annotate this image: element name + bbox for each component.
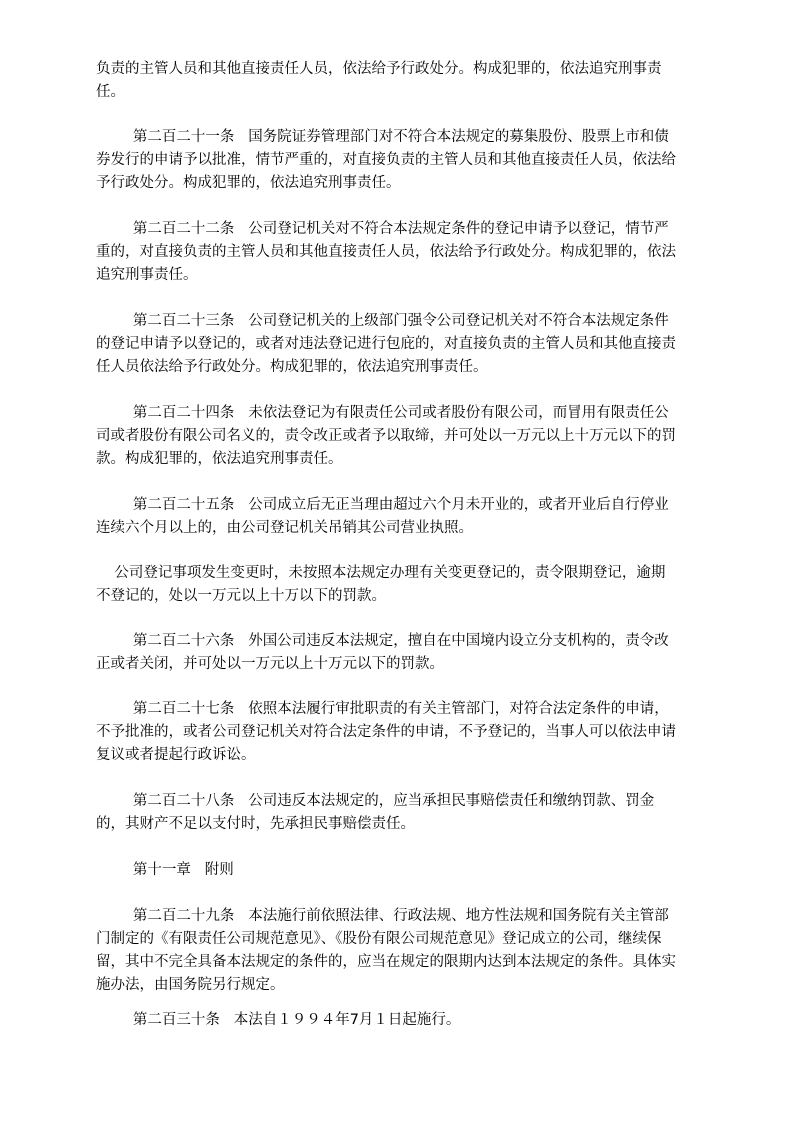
text-line: 款。构成犯罪的，依法追究刑事责任。 xyxy=(96,451,343,467)
paragraph-continuation xyxy=(96,58,736,104)
article-225 xyxy=(96,494,736,540)
text-line: 券发行的申请予以批准，情节严重的，对直接负责的主管人员和其他直接责任人员，依法给 xyxy=(96,152,676,168)
article-221 xyxy=(96,126,736,195)
text-line: 第二百三十条 本法自１９９４年7月１日起施行。 xyxy=(96,1012,461,1028)
text-line: 负责的主管人员和其他直接责任人员，依法给予行政处分。构成犯罪的，依法追究刑事责 xyxy=(96,61,662,77)
text-line: 第二百二十六条 外国公司违反本法规定，擅自在中国境内设立分支机构的，责令改 xyxy=(96,633,669,649)
text-line: 第二百二十二条 公司登记机关对不符合本法规定条件的登记申请予以登记，情节严 xyxy=(96,221,669,237)
text-line: 的登记申请予以登记的，或者对违法登记进行包庇的，对直接负责的主管人员和其他直接责 xyxy=(96,336,676,352)
text-line: 不予批准的，或者公司登记机关对符合法定条件的申请，不予登记的，当事人可以依法申请 xyxy=(96,724,676,740)
text-line: 公司登记事项发生变更时，未按照本法规定办理有关变更登记的，责令限期登记，逾期 xyxy=(96,565,666,581)
article-227 xyxy=(96,698,736,767)
text-line: 复议或者提起行政诉讼。 xyxy=(96,747,256,763)
text-line: 追究刑事责任。 xyxy=(96,267,198,283)
text-line: 正或者关闭，并可处以一万元以上十万元以下的罚款。 xyxy=(96,656,444,672)
text-line: 第二百二十七条 依照本法履行审批职责的有关主管部门，对符合法定条件的申请， xyxy=(96,701,669,717)
text-line: 第二百二十四条 未依法登记为有限责任公司或者股份有限公司，而冒用有限责任公 xyxy=(96,405,669,421)
text-line: 第二百二十八条 公司违反本法规定的，应当承担民事赔偿责任和缴纳罚款、罚金 xyxy=(96,793,655,809)
text-line: 予行政处分。构成犯罪的，依法追究刑事责任。 xyxy=(96,175,401,191)
text-line: 第二百二十五条 公司成立后无正当理由超过六个月未开业的，或者开业后自行停业 xyxy=(96,497,669,513)
text-line: 任。 xyxy=(96,84,125,100)
article-230 xyxy=(96,1009,736,1032)
text-line: 的，其财产不足以支付时，先承担民事赔偿责任。 xyxy=(96,816,415,832)
text-line: 施办法，由国务院另行规定。 xyxy=(96,977,285,993)
text-line: 第二百二十九条 本法施行前依照法律、行政法规、地方性法规和国务院有关主管部 xyxy=(96,908,669,924)
article-223 xyxy=(96,310,736,379)
text-line: 留，其中不完全具备本法规定的条件的，应当在规定的限期内达到本法规定的条件。具体实 xyxy=(96,954,676,970)
text-line: 司或者股份有限公司名义的，责令改正或者予以取缔，并可处以一万元以上十万元以下的罚 xyxy=(96,428,676,444)
article-226 xyxy=(96,630,736,676)
text-line: 连续六个月以上的，由公司登记机关吊销其公司营业执照。 xyxy=(96,520,473,536)
article-228 xyxy=(96,790,736,836)
article-229 xyxy=(96,905,736,997)
text-line: 第二百二十一条 国务院证券管理部门对不符合本法规定的募集股份、股票上市和债 xyxy=(96,129,669,145)
article-224 xyxy=(96,402,736,471)
chapter-heading xyxy=(96,859,736,882)
article-225-paragraph-2 xyxy=(96,562,736,608)
text-line: 第二百二十三条 公司登记机关的上级部门强令公司登记机关对不符合本法规定条件 xyxy=(96,313,669,329)
text-line: 第十一章 附则 xyxy=(96,862,234,878)
text-line: 门制定的《有限责任公司规范意见》、《股份有限公司规范意见》登记成立的公司，继续保 xyxy=(96,931,662,947)
text-line: 重的，对直接负责的主管人员和其他直接责任人员，依法给予行政处分。构成犯罪的，依法 xyxy=(96,244,676,260)
text-line: 任人员依法给予行政处分。构成犯罪的，依法追究刑事责任。 xyxy=(96,359,488,375)
text-line: 不登记的，处以一万元以上十万以下的罚款。 xyxy=(96,588,386,604)
article-222 xyxy=(96,218,736,287)
